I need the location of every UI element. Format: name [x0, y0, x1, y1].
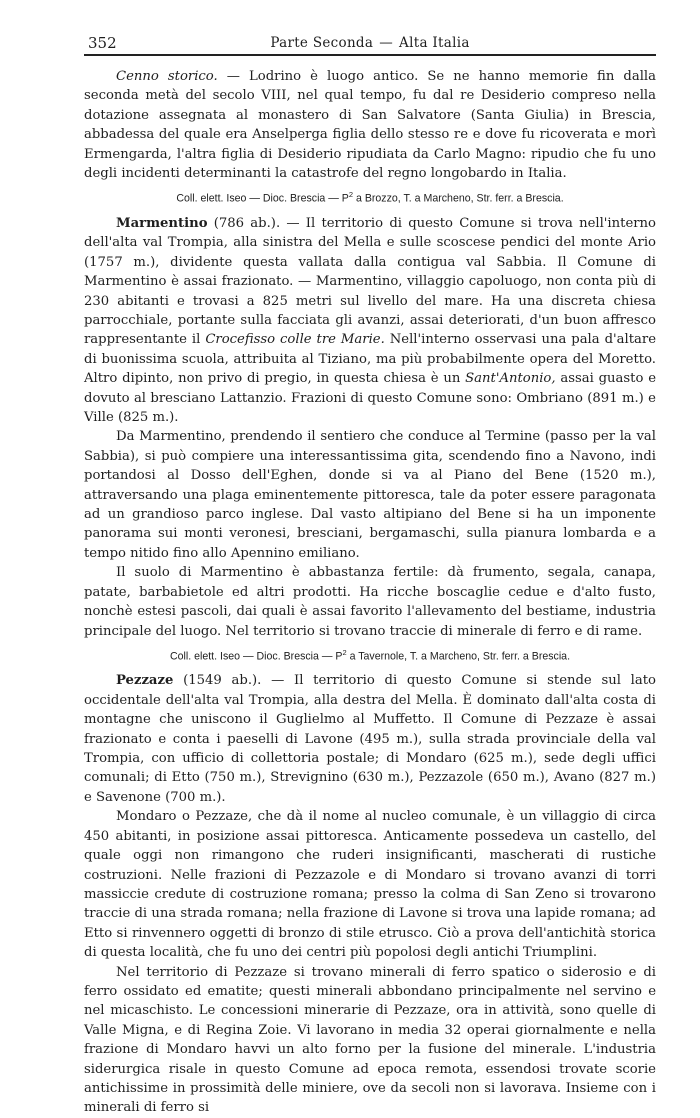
history-text: — Lodrino è luogo antico. Se ne hanno memorie fin dalla seconda metà del secolo VIII, nel qual tempo, fu dal re Desiderio compreso nella dotazione assegnata al monastero di San Salvatore (Santa Giulia) in Brescia, abbadessa del quale era Anselperga figlia dello stesso re e dove fu ricoverata e morì Ermengarda, l'altra figlia di Desiderio ripudiata da Carlo Magno: ripudio che fu uno degli incidenti determinanti la catastrofe del regno longobardo in Italia.: [84, 69, 657, 182]
entry-title-pezzaze: Pezzaze: [116, 673, 174, 689]
paragraph-text: (786 ab.). — Il territorio di questo Comune si trova nell'interno dell'alta val Trompia, alla sinistra del Mella e sulle scoscese pendici del monte Ario (1757 m.), dividente questa vallata dalla contigua val Sabbia. Il Comune di Marmentino è assai frazionato. — Marmentino, villaggio capoluogo, non conta più di 230 abitanti e trovasi a 825 metri sul livello del mare. Ha una discreta chiesa parrocchiale, portante sulla facciata gli avanzi, assai deteriorati, d'un buon affresco rappresentante il: [84, 215, 656, 348]
marmentino-admin-info: [84, 645, 656, 665]
pezzaze-paragraph-2: Mondaro o Pezzaze, che dà il nome al nucleo comunale, è un villaggio di circa 450 abitanti, in posizione assai pittoresca. Anticamente possedeva un castello, del quale oggi non rimangono che ruderi insignificanti, mascherati di rustiche costruzioni. Nelle frazioni di Pezzazole e di Mondaro si trovano avanzi di torri massiccie credute di costruzione romana; presso la colma di San Zeno si trovarono traccie di una strada romana; nella frazione di Lavone si trova una lapide romana; ad Etto si rinvennero oggetti di bronzo di stile etrusco. Ciò a prova dell'antichità storica di questa località, che fu uno dei centri più popolosi degli antichi Triumplini.: [84, 809, 656, 961]
part-title: Parte Seconda: [270, 35, 374, 51]
admin-info-text: Coll. elett. Iseo — Dioc. Brescia — P: [169, 650, 343, 663]
page-body: [84, 67, 656, 1118]
admin-info-text: a Brozzo, T. a Marcheno, Str. ferr. a Brescia.: [353, 192, 564, 205]
artwork-title: Sant'Antonio,: [465, 371, 556, 387]
paragraph-text: assai guasto e dovuto al bresciano Lattanzio. Frazioni di questo Comune sono: Ombriano (891 m.) e Ville (825 m.).: [84, 371, 656, 426]
marmentino-paragraph-1: [84, 214, 656, 427]
paragraph-text: (1549 ab.). — Il territorio di questo Comune si stende sul lato occidentale dell'alta val Trompia, alla destra del Mella. È dominato dall'alta costa di montagne che uniscono il Guglielmo al Muffetto. Il Comune di Pezzaze è assai frazionato e conta i paeselli di Lavone (495 m.), sulla strada provinciale della val Trompia, con ufficio di collettoria postale; di Mondaro (625 m.), sede degli uffici comunali; di Etto (750 m.), Strevignino (630 m.), Pezzazole (650 m.), Avano (827 m.) e Savenone (700 m.).: [84, 673, 656, 805]
marmentino-paragraph-2: Da Marmentino, prendendo il sentiero che conduce al Termine (passo per la val Sabbia), si può compiere una interessantissima gita, scendendo fino a Navono, indi portandosi al Dosso dell'Eghen, donde si va al Piano del Bene (1520 m.), attraversando una plaga eminentemente pittoresca, tale da poter essere paragonata ad un grandioso parco inglese. Dal vasto altipiano del Bene si ha un imponente panorama sui monti veronesi, bresciani, bergamaschi, sulla pianura lombarda e a tempo nitido fino allo Apennino emiliano.: [84, 429, 656, 561]
pezzaze-paragraph-1: [84, 671, 656, 807]
entry-title-marmentino: Marmentino: [116, 215, 208, 231]
artwork-title: Crocefisso colle tre Marie.: [205, 332, 385, 348]
page-number: 352: [88, 34, 117, 52]
history-heading: Cenno storico.: [116, 69, 218, 84]
paragraph-text: Nell'interno osservasi una pala d'altare di buonissima scuola, attribuita al Tiziano, ma più probabilmente opera del Moretto. Altro dipinto, non privo di pregio, in questa chiesa è un: [84, 332, 656, 387]
admin-info-text: Coll. elett. Iseo — Dioc. Brescia — P: [176, 192, 349, 205]
lodrino-admin-info: [84, 187, 656, 207]
book-page: [84, 30, 656, 1118]
section-title: Alta Italia: [399, 35, 470, 51]
running-header: [84, 30, 656, 56]
marmentino-paragraph-3: Il suolo di Marmentino è abbastanza fertile: dà frumento, segala, canapa, patate, barbabietole ed altri prodotti. Ha ricche boscaglie cedue e d'alto fusto, nonchè estesi pascoli, dai quali è assai favorito l'allevamento del bestiame, industria principale del luogo. Nel territorio si trovano traccie di minerale di ferro e di rame.: [84, 565, 656, 639]
admin-info-text: a Tavernole, T. a Marcheno, Str. ferr. a Brescia.: [346, 650, 571, 663]
title-separator: —: [379, 35, 394, 51]
lodrino-history-paragraph: [84, 67, 656, 183]
running-title: [84, 35, 656, 51]
pezzaze-paragraph-3: Nel territorio di Pezzaze si trovano minerali di ferro spatico o siderosio e di ferro ossidato ed ematite; questi minerali abbondano principalmente nel servino e nel micaschisto. Le concessioni minerarie di Pezzaze, ora in attività, sono quelle di Valle Migna, e di Regina Zoie. Vi lavorano in media 32 operai giornalmente e nella frazione di Mondaro havvi un alto forno per la fusione del minerale. L'industria siderurgica risale in questo Comune ad epoca remota, essendosi trovate scorie antichissime in prossimità delle miniere, ove da secoli non si lavorava. Insieme con i minerali di ferro si: [84, 964, 656, 1116]
admin-info-sup: 2: [348, 190, 354, 200]
admin-info-sup: 2: [342, 647, 347, 657]
